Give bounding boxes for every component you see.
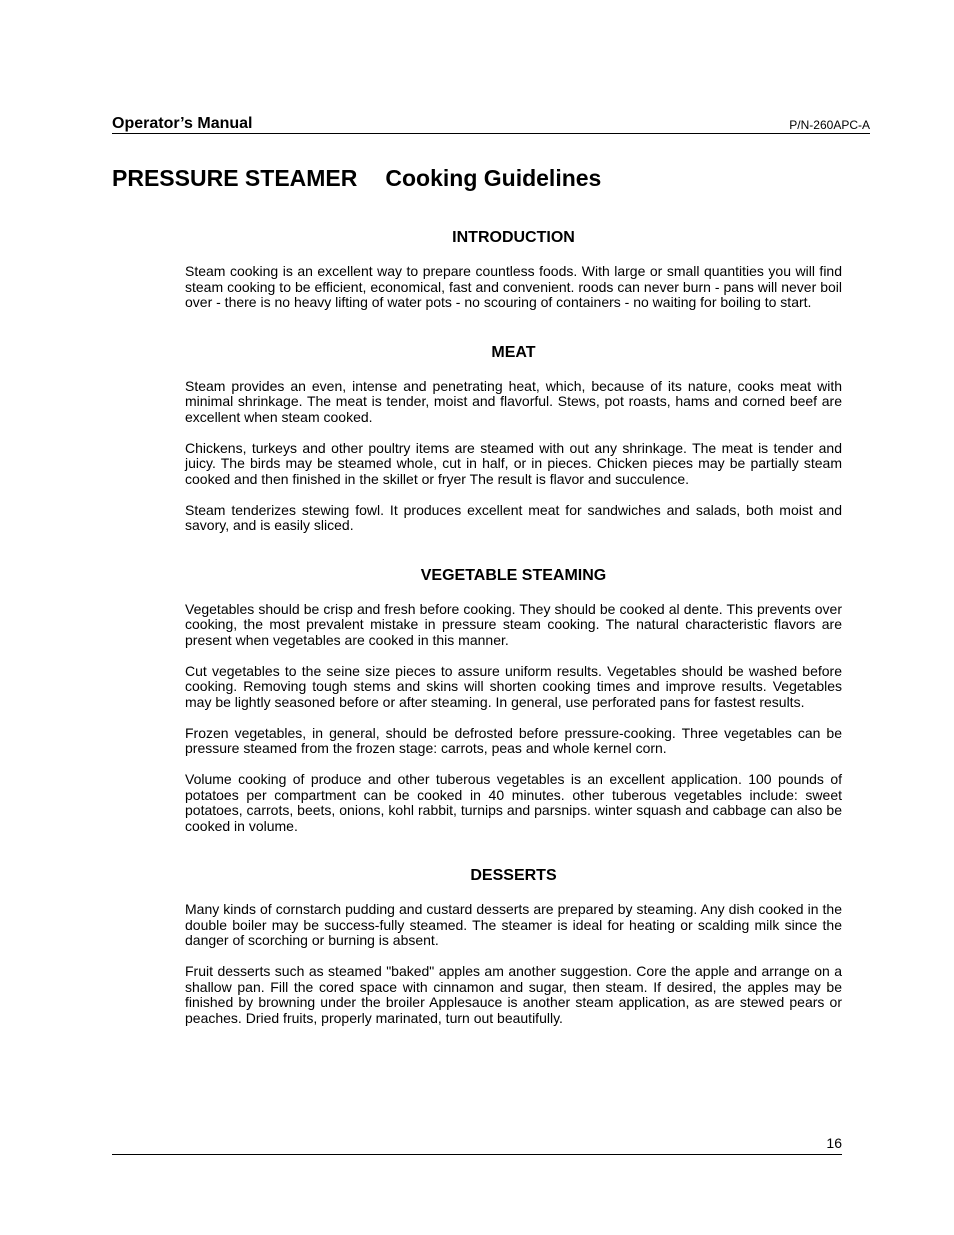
paragraph: Many kinds of cornstarch pudding and custard desserts are prepared by steaming. Any dish cooked in the double boiler may be success-fully steamed. The steamer is ideal for heating or scalding milk since the danger of scorching or burning is absent. bbox=[185, 901, 842, 948]
paragraph: Volume cooking of produce and other tuberous vegetables is an excellent application. 100 pounds of potatoes per compartment can be cooked in 40 minutes. other tuberous vegetables include: sweet potatoes, carrots, beets, onions, kohl rabbit, turnips and parsnips. winter squash and cabbage can also be cooked in volume. bbox=[185, 771, 842, 834]
paragraph: Steam tenderizes stewing fowl. It produces excellent meat for sandwiches and salads, both moist and savory, and is easily sliced. bbox=[185, 501, 842, 533]
section-heading: VEGETABLE STEAMING bbox=[420, 566, 607, 584]
paragraph: Chickens, turkeys and other poultry items are steamed with out any shrinkage. The meat is tender and juicy. The birds may be steamed whole, cut in half, or in pieces. Chicken pieces may be partially steam cooked and then finished in the skillet or fryer The result is flavor and succulence. bbox=[185, 439, 842, 487]
page-header bbox=[112, 114, 870, 134]
paragraph: Frozen vegetables, in general, should be defrosted before pressure-cooking. Three vegetables can be pressure steamed from the frozen stage: carrots, peas and whole kernel corn. bbox=[185, 724, 842, 756]
part-number: P/N-260APC-A bbox=[789, 118, 870, 132]
paragraph: Steam cooking is an excellent way to prepare countless foods. With large or small quantities you will find steam cooking to be efficient, economical, fast and convenient. roods can never burn - pans will never boil over - there is no heavy lifting of water pots - no scouring of containers - no waiting for boiling to start. bbox=[185, 263, 842, 310]
document-body bbox=[185, 228, 842, 1058]
section-desserts bbox=[185, 866, 842, 1026]
paragraph: Steam provides an even, intense and penetrating heat, which, because of its nature, cooks meat with minimal shrinkage. The meat is tender, moist and flavorful. Stews, pot roasts, hams and corned beef are excellent when steam cooked. bbox=[185, 377, 842, 425]
paragraph: Vegetables should be crisp and fresh before cooking. They should be cooked al dente. This prevents over cooking, the most prevalent mistake in pressure steam cooking. The natural characteristic flavors are present when vegetables are cooked in this manner. bbox=[185, 600, 842, 648]
page-title-sub: Cooking Guidelines bbox=[385, 165, 602, 191]
page-title-main: PRESSURE STEAMER bbox=[112, 165, 358, 191]
page-title bbox=[112, 163, 601, 193]
page-number: 16 bbox=[112, 1134, 842, 1155]
section-vegetable-steaming bbox=[185, 566, 842, 835]
section-meat bbox=[185, 343, 842, 534]
section-heading: INTRODUCTION bbox=[452, 229, 575, 246]
paragraph: Cut vegetables to the seine size pieces to assure uniform results. Vegetables should be washed before cooking. Removing tough stems and skins will shorten cooking times and improve results. Vegetables may be lightly seasoned before or after steaming. In general, use perforated pans for fastest results. bbox=[185, 662, 842, 710]
section-heading: DESSERTS bbox=[470, 867, 557, 884]
paragraph: Fruit desserts such as steamed "baked" apples am another suggestion. Core the apple and arrange on a shallow pan. Fill the cored space with cinnamon and sugar, then steam. If desired, the apples may be finished by browning under the broiler Applesauce is another steam application, as are stewed pears or peaches. Dried fruits, properly marinated, turn out beautifully. bbox=[185, 963, 842, 1026]
section-heading: MEAT bbox=[491, 343, 536, 361]
manual-title: Operator’s Manual bbox=[112, 115, 253, 132]
section-introduction bbox=[185, 228, 842, 311]
